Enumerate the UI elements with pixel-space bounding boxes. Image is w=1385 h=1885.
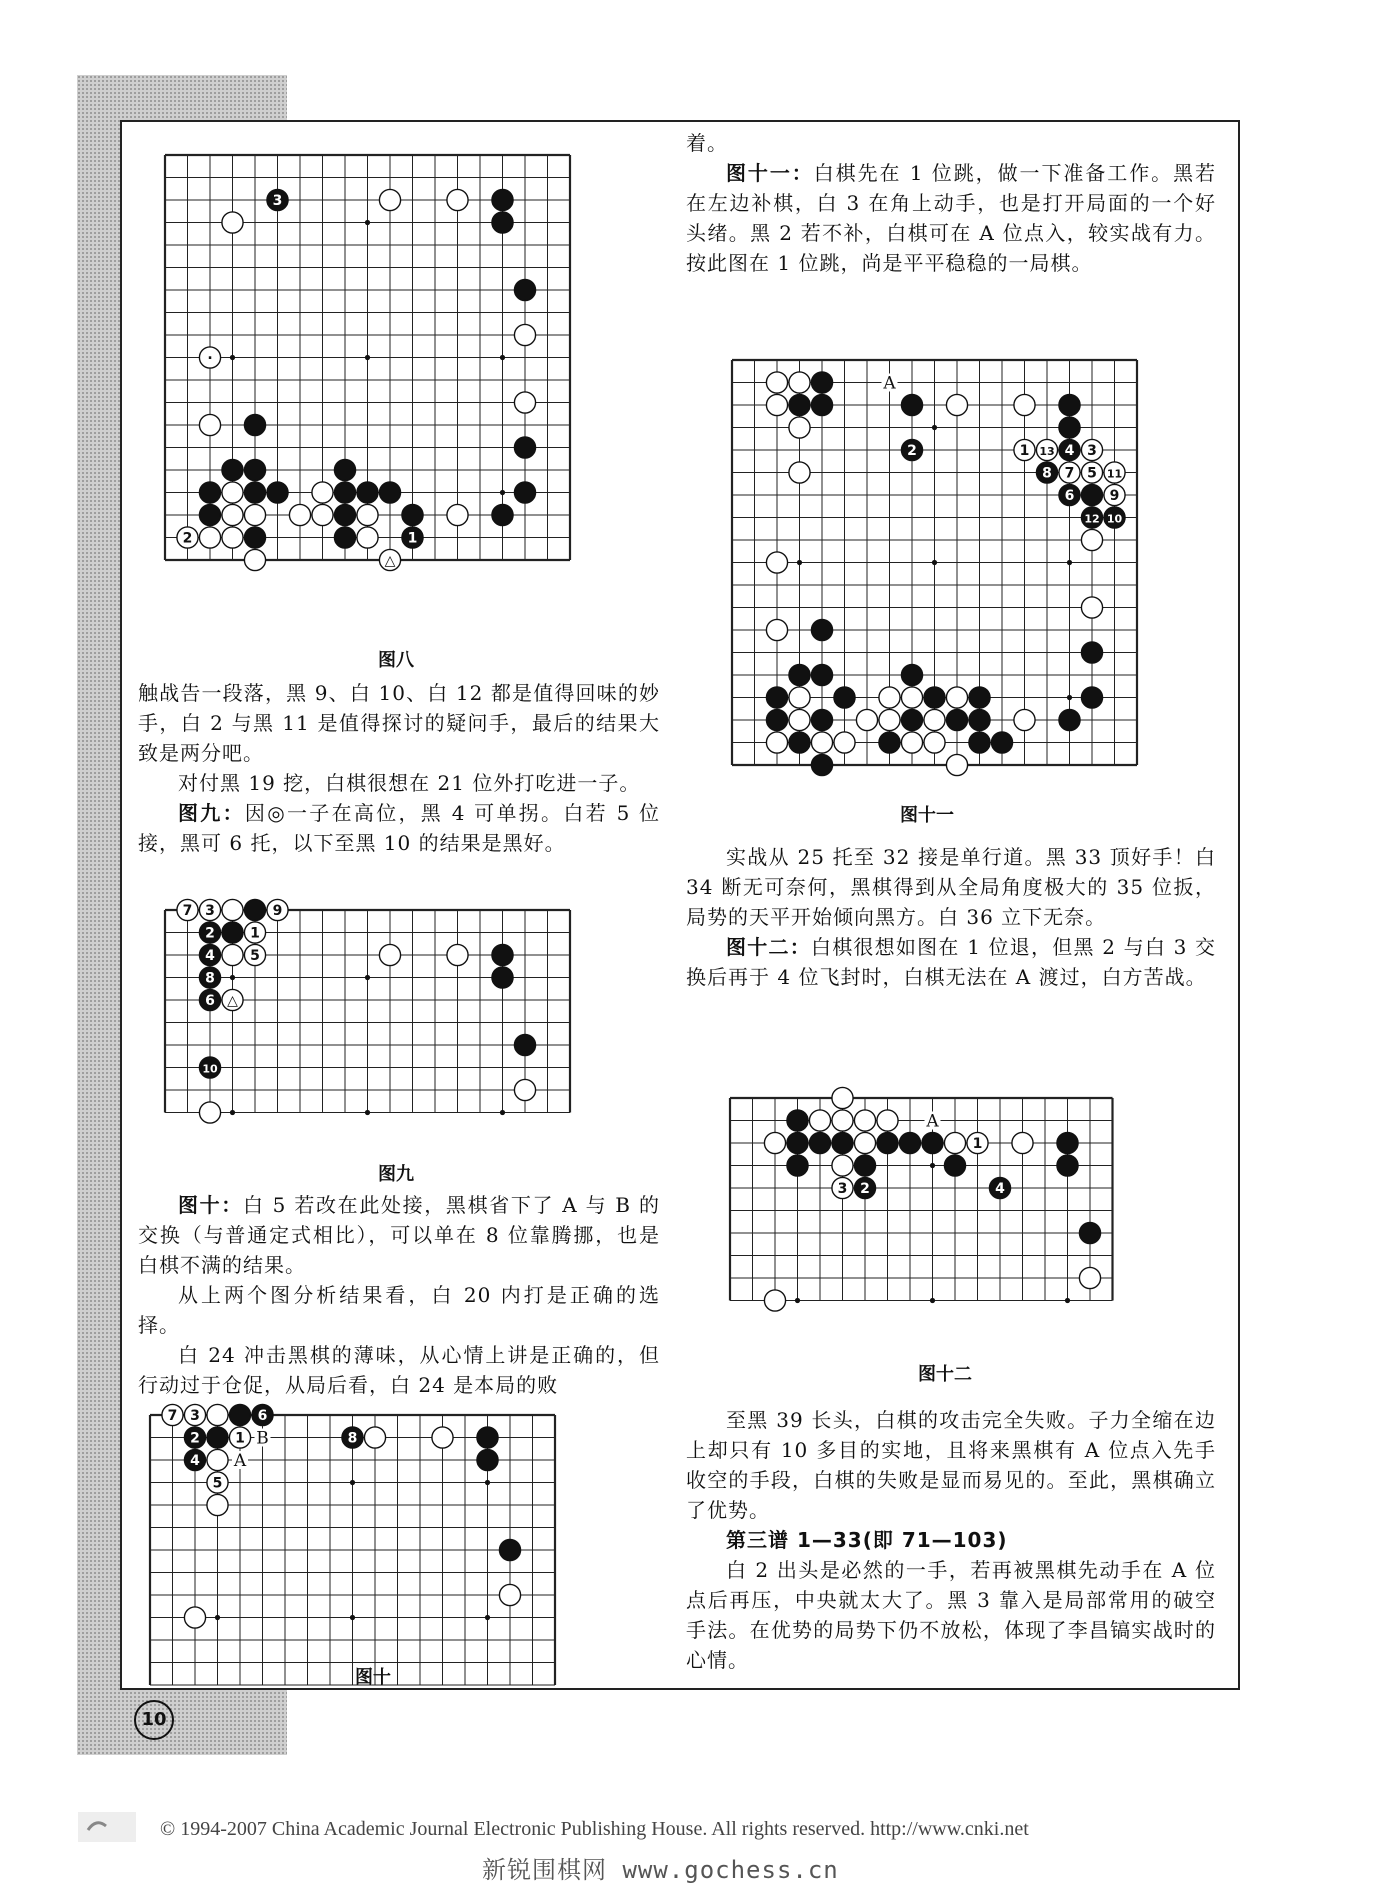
white-stone (289, 504, 310, 525)
stone-label: 3 (205, 903, 215, 919)
white-stone (222, 989, 243, 1010)
black-stone (267, 482, 288, 503)
paragraph-text: 白棋很想如图在 1 位退，但黑 2 与白 3 交换后再于 4 位飞封时，白棋无法在 A 渡过，白方苦战。 (686, 935, 1216, 989)
star-point (500, 1110, 505, 1115)
stone-label: 4 (995, 1181, 1005, 1197)
black-stone (477, 1427, 498, 1448)
black-stone (199, 944, 220, 965)
stone-label: 3 (837, 1181, 848, 1197)
white-stone (856, 709, 877, 730)
black-stone (811, 709, 832, 730)
black-stone (199, 989, 220, 1010)
black-stone (492, 189, 513, 210)
white-stone (766, 552, 787, 573)
figure-label: 图十二： (726, 935, 811, 959)
black-stone (924, 687, 945, 708)
white-stone (207, 1404, 228, 1425)
white-stone (447, 189, 468, 210)
white-stone (514, 392, 535, 413)
white-stone (832, 1155, 853, 1176)
section-heading (686, 1525, 1216, 1555)
star-point (500, 490, 505, 495)
black-stone (244, 482, 265, 503)
black-stone (222, 459, 243, 480)
caption-fig12: 图十二 (918, 1364, 972, 1385)
stone-label: 13 (1039, 445, 1055, 458)
black-stone (899, 1132, 920, 1153)
white-stone (901, 732, 922, 753)
black-stone (787, 1132, 808, 1153)
white-stone (184, 1607, 205, 1628)
white-stone (832, 1110, 853, 1131)
paragraph: 对付黑 19 挖，白棋很想在 21 位外打吃进一子。 (178, 771, 641, 795)
stone-label: △ (227, 993, 238, 1009)
black-stone (222, 922, 243, 943)
white-stone (379, 549, 400, 570)
white-stone (764, 1290, 785, 1311)
black-stone (789, 732, 810, 753)
stone-label: 3 (190, 1408, 200, 1424)
page-number: 10 (134, 1700, 174, 1740)
black-stone (901, 394, 922, 415)
star-point (215, 1615, 220, 1620)
white-stone (789, 687, 810, 708)
black-stone (199, 504, 220, 525)
white-stone (901, 687, 922, 708)
black-stone (811, 664, 832, 685)
white-stone (222, 212, 243, 233)
black-stone (766, 687, 787, 708)
stone-label: 1 (235, 1430, 245, 1447)
black-stone (244, 414, 265, 435)
board-svg (155, 900, 580, 1123)
white-stone (184, 1404, 205, 1425)
white-stone (177, 899, 198, 920)
black-stone (789, 664, 810, 685)
stone-label: 6 (257, 1408, 268, 1424)
paragraph: 从上两个图分析结果看，白 20 内打是正确的选择。 (138, 1283, 660, 1337)
black-stone (252, 1404, 273, 1425)
white-stone (514, 324, 535, 345)
black-stone (809, 1132, 830, 1153)
black-stone (492, 504, 513, 525)
black-stone (184, 1449, 205, 1470)
left-text-block-2 (138, 1190, 660, 1400)
star-point (932, 425, 937, 430)
figure-label: 图十一： (726, 161, 814, 185)
star-point (1067, 695, 1072, 700)
white-stone (447, 944, 468, 965)
black-stone (244, 899, 265, 920)
white-stone (1014, 394, 1035, 415)
black-stone (244, 527, 265, 548)
white-stone (924, 732, 945, 753)
paragraph: 至黑 39 长头，白棋的攻击完全失败。子力全缩在边上却只有 10 多目的实地，且将来黑棋有 A 位点入先手收空的手段，白棋的失败是显而易见的。至此，黑棋确立了优势。 (686, 1408, 1216, 1522)
paragraph (138, 798, 660, 858)
white-stone (832, 1087, 853, 1108)
white-stone (499, 1584, 520, 1605)
white-stone (312, 482, 333, 503)
white-stone (379, 944, 400, 965)
star-point (350, 1480, 355, 1485)
black-stone (357, 482, 378, 503)
white-stone (789, 372, 810, 393)
right-text-block-2 (686, 842, 1216, 992)
white-stone (854, 1110, 875, 1131)
stone-label: △ (384, 553, 396, 569)
white-stone (946, 754, 967, 775)
white-stone (1036, 439, 1057, 460)
white-stone (766, 732, 787, 753)
stone-label: 11 (1106, 467, 1123, 481)
white-stone (924, 709, 945, 730)
white-stone (789, 709, 810, 730)
black-stone (229, 1404, 250, 1425)
stone-label: 6 (1064, 488, 1075, 504)
white-stone (199, 1102, 220, 1123)
white-stone (764, 1132, 785, 1153)
white-stone (207, 1472, 228, 1493)
paragraph: 着。 (686, 131, 728, 155)
black-stone (1079, 1222, 1100, 1243)
white-stone (834, 732, 855, 753)
figure-label: 图九： (178, 801, 245, 825)
board-svg (140, 1405, 565, 1695)
stone-label: 7 (1064, 465, 1075, 482)
stone-label: 10 (202, 1062, 218, 1076)
white-stone (967, 1132, 988, 1153)
white-stone (1014, 439, 1035, 460)
paragraph-text: 白 5 若改在此处接，黑棋省下了 A 与 B 的交换（与普通定式相比），可以单在 8 位靠腾挪，也是白棋不满的结果。 (138, 1193, 661, 1277)
black-stone (334, 459, 355, 480)
black-stone (184, 1427, 205, 1448)
stone-label: 7 (182, 903, 193, 919)
point-letter: B (256, 1428, 269, 1449)
black-stone (402, 527, 423, 548)
star-point (365, 355, 370, 360)
black-stone (267, 189, 288, 210)
black-stone (832, 1132, 853, 1153)
paragraph (686, 158, 1216, 278)
white-stone (244, 504, 265, 525)
white-stone (222, 944, 243, 965)
stone-label: 12 (1084, 512, 1100, 526)
stone-label: 6 (205, 993, 215, 1009)
black-stone (854, 1155, 875, 1176)
paragraph-text: 白棋先在 1 位跳，做一下准备工作。黑若在左边补棋，白 3 在角上动手，也是打开局面的一个好头绪。黑 2 若不补，白棋可在 A 位点入，较实战有力。按此图在 1 位跳，尚是平平稳稳的一局棋。 (686, 161, 1217, 275)
black-stone (969, 687, 990, 708)
stone-label: 3 (272, 193, 283, 209)
white-stone (766, 394, 787, 415)
white-stone (811, 732, 832, 753)
black-stone (514, 279, 535, 300)
black-stone (922, 1132, 943, 1153)
black-stone (854, 1177, 875, 1198)
white-stone (879, 687, 900, 708)
black-stone (811, 394, 832, 415)
cnki-logo-icon (78, 1812, 136, 1842)
stone-label: 9 (1109, 488, 1120, 504)
stone-label: 1 (250, 925, 260, 942)
black-stone (811, 619, 832, 640)
paragraph: 触战告一段落，黑 9、白 10、白 12 都是值得回味的妙手，白 2 与黑 11 是值得探讨的疑问手，最后的结果大致是两分吧。 (138, 681, 660, 765)
white-stone (177, 527, 198, 548)
stone-label: 10 (1106, 512, 1123, 526)
white-stone (267, 899, 288, 920)
star-point (1065, 1298, 1070, 1303)
black-stone (787, 1155, 808, 1176)
white-stone (1012, 1132, 1033, 1153)
stone-label: 3 (1087, 443, 1097, 459)
black-stone (1081, 687, 1102, 708)
stone-label: 4 (1064, 443, 1075, 459)
white-stone (789, 462, 810, 483)
star-point (230, 975, 235, 980)
white-stone (222, 504, 243, 525)
white-stone (1081, 462, 1102, 483)
white-stone (199, 414, 220, 435)
paragraph (686, 932, 1216, 992)
white-stone (1104, 462, 1125, 483)
star-point (500, 355, 505, 360)
black-stone (334, 527, 355, 548)
black-stone (199, 1057, 220, 1078)
white-stone (432, 1427, 453, 1448)
white-stone (222, 899, 243, 920)
stone-label: 2 (205, 925, 215, 942)
star-point (797, 560, 802, 565)
star-point (795, 1298, 800, 1303)
white-stone (1079, 1267, 1100, 1288)
star-point (230, 355, 235, 360)
white-stone (1104, 484, 1125, 505)
point-letter: A (926, 1111, 939, 1132)
white-stone (789, 417, 810, 438)
black-stone (901, 664, 922, 685)
star-point (365, 975, 370, 980)
black-stone (1057, 1132, 1078, 1153)
stone-label: 2 (907, 443, 917, 459)
star-point (930, 1298, 935, 1303)
caption-fig8: 图八 (378, 650, 414, 671)
board-svg (155, 145, 580, 570)
paragraph: 白 2 出头是必然的一手，若再被黑棋先动手在 A 位点后再压，中央就太大了。黑 3 靠入是局部常用的破空手法。在优势的局势下仍不放松，体现了李昌镐实战时的心情。 (686, 1558, 1216, 1672)
stone-label: 4 (190, 1453, 200, 1469)
site-watermark: 新锐围棋网 www.gochess.cn (482, 1856, 839, 1884)
copyright-line: © 1994-2007 China Academic Journal Electronic Publishing House. All rights reserved. http://www.cnki.net (160, 1818, 1029, 1840)
black-stone (991, 732, 1012, 753)
white-stone (244, 922, 265, 943)
black-stone (1081, 642, 1102, 663)
black-stone (901, 709, 922, 730)
white-stone (199, 527, 220, 548)
star-point (365, 1110, 370, 1115)
white-stone (357, 504, 378, 525)
stone-label: 7 (167, 1408, 178, 1424)
black-stone (402, 504, 423, 525)
white-stone (944, 1132, 965, 1153)
black-stone (969, 709, 990, 730)
caption-fig11: 图十一 (900, 805, 954, 826)
white-stone (879, 709, 900, 730)
black-stone (499, 1539, 520, 1560)
black-stone (879, 732, 900, 753)
right-text-block-1 (686, 128, 1216, 278)
black-stone (969, 732, 990, 753)
white-stone (877, 1110, 898, 1131)
black-stone (492, 944, 513, 965)
white-stone (357, 527, 378, 548)
stone-label: 8 (347, 1430, 358, 1447)
stone-label: 2 (860, 1181, 870, 1197)
black-stone (477, 1449, 498, 1470)
black-stone (1059, 709, 1080, 730)
white-stone (312, 504, 333, 525)
black-stone (199, 482, 220, 503)
black-stone (244, 459, 265, 480)
black-stone (492, 212, 513, 233)
stone-label: 1 (407, 530, 418, 547)
white-stone (222, 527, 243, 548)
board-svg (722, 350, 1147, 775)
black-stone (766, 709, 787, 730)
white-stone (809, 1110, 830, 1131)
stone-label: 1 (1019, 443, 1030, 459)
paragraph (138, 1190, 660, 1280)
black-stone (1059, 417, 1080, 438)
black-stone (787, 1110, 808, 1131)
section-heading-text: 第三谱 1—33(即 71—103) (726, 1528, 1008, 1552)
black-stone (199, 922, 220, 943)
white-stone (364, 1427, 385, 1448)
stone-label: 4 (205, 948, 215, 964)
black-stone (1059, 484, 1080, 505)
stone-label: 8 (205, 970, 215, 987)
white-stone (1014, 709, 1035, 730)
star-point (485, 1480, 490, 1485)
black-stone (877, 1132, 898, 1153)
black-stone (334, 504, 355, 525)
point-letter: A (233, 1451, 247, 1471)
black-stone (492, 967, 513, 988)
stone-label: 5 (250, 948, 260, 964)
figure-label: 图十： (178, 1193, 243, 1217)
white-stone (447, 504, 468, 525)
stone-label: 2 (182, 530, 193, 547)
white-stone (207, 1449, 228, 1470)
white-stone (199, 347, 220, 368)
stone-label: 1 (972, 1136, 983, 1152)
black-stone (944, 1155, 965, 1176)
white-stone (832, 1177, 853, 1198)
white-stone (854, 1132, 875, 1153)
black-stone (1057, 1155, 1078, 1176)
white-stone (207, 1494, 228, 1515)
point-letter: A (883, 373, 896, 394)
caption-fig10: 图十 (355, 1667, 391, 1688)
stone-label: 5 (1087, 465, 1097, 482)
black-stone (1059, 439, 1080, 460)
stone-label: 5 (212, 1475, 223, 1492)
black-stone (334, 482, 355, 503)
black-stone (514, 1034, 535, 1055)
right-text-block-3 (686, 1405, 1216, 1675)
black-stone (834, 687, 855, 708)
stone-label: 8 (1042, 465, 1052, 482)
white-stone (766, 372, 787, 393)
left-text-block-1 (138, 678, 660, 858)
black-stone (901, 439, 922, 460)
black-stone (1104, 507, 1125, 528)
star-point (1067, 560, 1072, 565)
black-stone (1036, 462, 1057, 483)
black-stone (342, 1427, 363, 1448)
stone-label: · (207, 350, 213, 367)
white-stone (199, 899, 220, 920)
black-stone (789, 394, 810, 415)
white-stone (1081, 439, 1102, 460)
white-stone (514, 1079, 535, 1100)
white-stone (244, 944, 265, 965)
white-stone (766, 619, 787, 640)
star-point (932, 560, 937, 565)
black-stone (514, 437, 535, 458)
black-stone (514, 482, 535, 503)
white-stone (162, 1404, 183, 1425)
black-stone (1059, 394, 1080, 415)
star-point (485, 1615, 490, 1620)
black-stone (811, 372, 832, 393)
white-stone (229, 1427, 250, 1448)
white-stone (1059, 462, 1080, 483)
stone-label: 2 (190, 1430, 200, 1447)
white-stone (946, 394, 967, 415)
black-stone (1081, 507, 1102, 528)
black-stone (1081, 484, 1102, 505)
white-stone (379, 189, 400, 210)
paragraph-text: 因◎一子在高位，黑 4 可单拐。白若 5 位接，黑可 6 托，以下至黑 10 的结果是黑好。 (138, 801, 661, 855)
black-stone (379, 482, 400, 503)
black-stone (811, 754, 832, 775)
white-stone (244, 549, 265, 570)
star-point (930, 1163, 935, 1168)
paragraph: 白 24 冲击黑棋的薄味，从心情上讲是正确的，但行动过于仓促，从局后看，白 24 是本局的败 (138, 1343, 660, 1397)
black-stone (946, 709, 967, 730)
white-stone (946, 687, 967, 708)
paragraph: 实战从 25 托至 32 接是单行道。黑 33 顶好手！白 34 断无可奈何，黑棋得到从全局角度极大的 35 位扳，局势的天平开始倾向黑方。白 36 立下无奈。 (686, 845, 1216, 929)
white-stone (1081, 597, 1102, 618)
star-point (365, 220, 370, 225)
star-point (350, 1615, 355, 1620)
caption-fig9: 图九 (378, 1164, 414, 1185)
black-stone (207, 1427, 228, 1448)
white-stone (222, 482, 243, 503)
board-svg (720, 1088, 1123, 1311)
black-stone (199, 967, 220, 988)
white-stone (1081, 529, 1102, 550)
black-stone (989, 1177, 1010, 1198)
stone-label: 9 (272, 903, 283, 919)
star-point (230, 1110, 235, 1115)
